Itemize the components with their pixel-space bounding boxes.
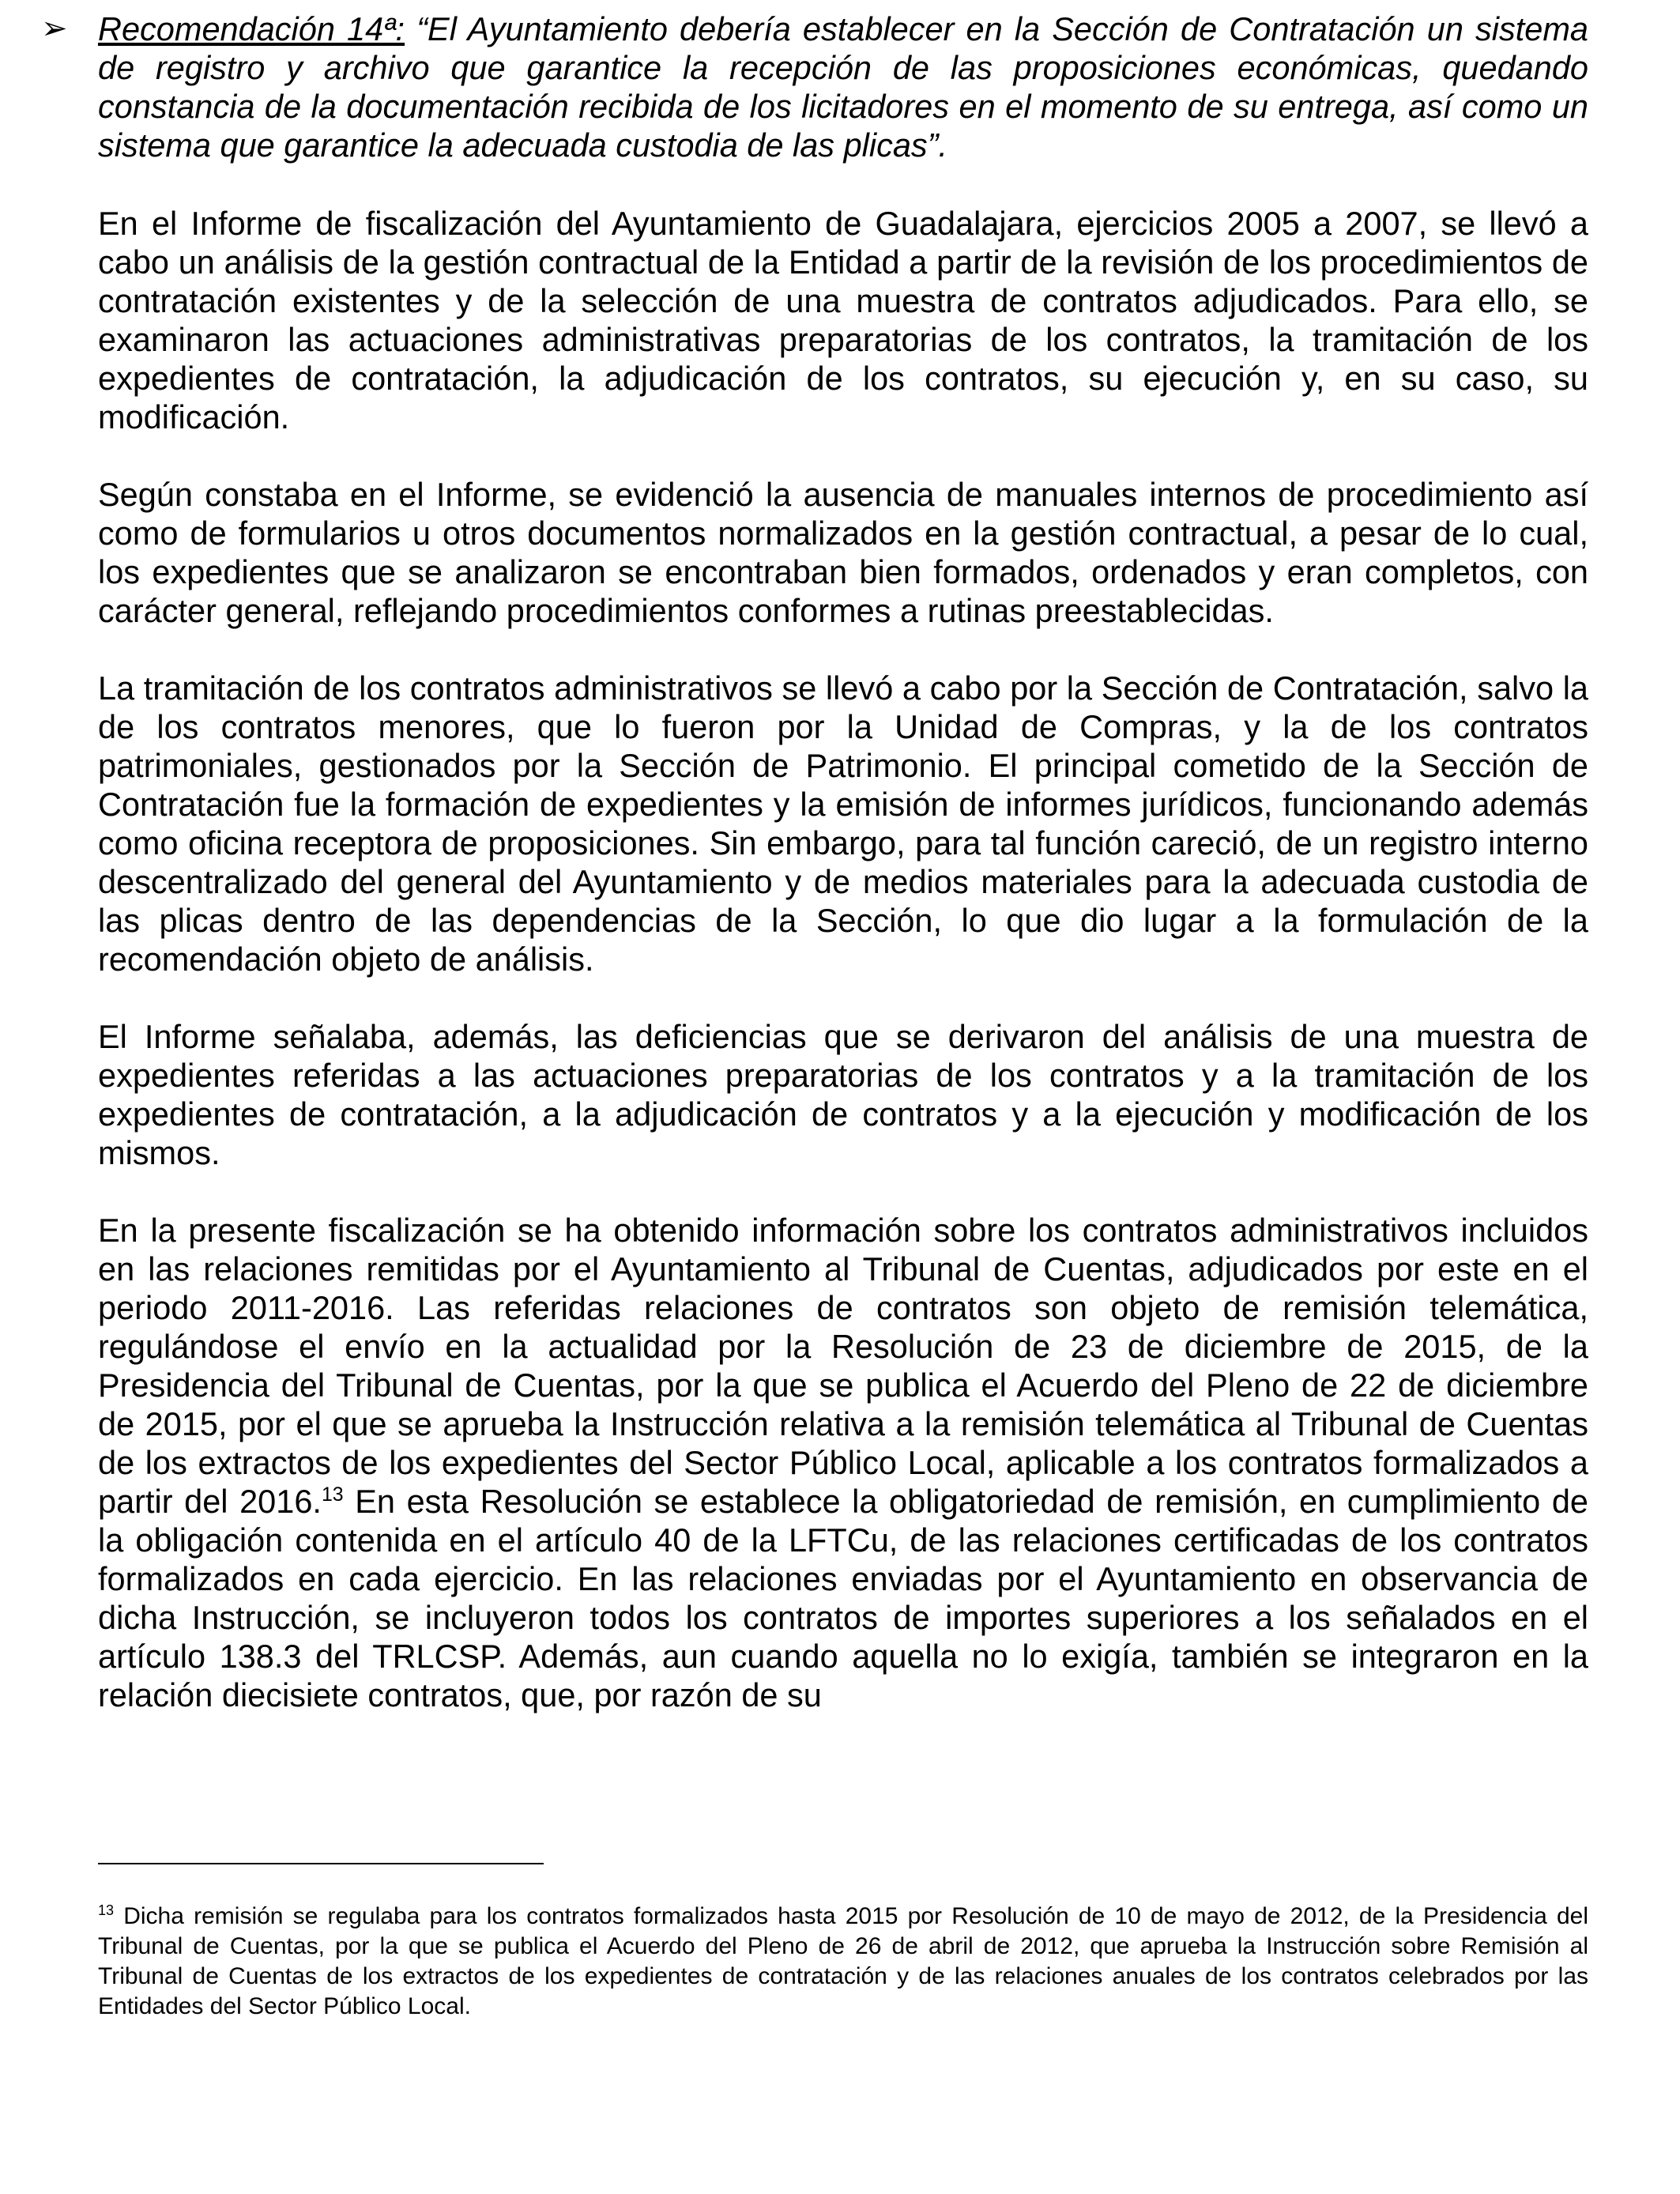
footnote	[98, 1902, 1588, 2022]
paragraph: El Informe señalaba, además, las deficiencias que se derivaron del análisis de una muestra de expedientes referidas a las actuaciones preparatorias de los contratos y a la tramitación de los expedientes de contratación, a la adjudicación de contratos y a la ejecución y modificación de los mismos.	[98, 1018, 1588, 1171]
paragraph: La tramitación de los contratos administrativos se llevó a cabo por la Sección de Contratación, salvo la de los contratos menores, que lo fueron por la Unidad de Compras, y la de los contratos patrimoniales, gestionados por la Sección de Patrimonio. El principal cometido de la Sección de Contratación fue la formación de expedientes y la emisión de informes jurídicos, funcionando además como oficina receptora de proposiciones. Sin embargo, para tal función careció, de un registro interno descentralizado del general del Ayuntamiento y de medios materiales para la adecuada custodia de las plicas dentro de las dependencias de la Sección, lo que dio lugar a la formulación de la recomendación objeto de análisis.	[98, 669, 1588, 978]
recommendation-label: Recomendación 14ª:	[98, 10, 405, 47]
footnote-text: Dicha remisión se regulaba para los contratos formalizados hasta 2015 por Resolución de 10 de mayo de 2012, de la Presidencia del Tribunal de Cuentas, por la que se publica el Acuerdo del Pleno de 26 de abril de 2012, que aprueba la Instrucción sobre Remisión al Tribunal de Cuentas de los extractos de los expedientes de contratación y de las relaciones anuales de los contratos celebrados por las Entidades del Sector Público Local.	[98, 1903, 1588, 2019]
footnote-reference[interactable]: 13	[321, 1483, 344, 1506]
recommendation-text: “El Ayuntamiento debería establecer en la Sección de Contratación un sistema de registro y archivo que garantice la recepción de las proposiciones económicas, quedando constancia de la documentación recibida de los licitadores en el momento de su entrega, así como un sistema que garantice la adecuada custodia de las plicas”.	[98, 10, 1589, 164]
paragraph-part: En esta Resolución se establece la obligatoriedad de remisión, en cumplimiento de la obligación contenida en el artículo 40 de la LFTCu, de las relaciones certificadas de los contratos formalizados en cada ejercicio. En las relaciones enviadas por el Ayuntamiento en observancia de dicha Instrucción, se incluyeron todos los contratos de importes superiores a los señalados en el artículo 138.3 del TRLCSP. Además, aun cuando aquella no lo exigía, también se integraron en la relación diecisiete contratos, que, por razón de su	[98, 1483, 1588, 1713]
paragraph-part: En la presente fiscalización se ha obtenido información sobre los contratos administrativos incluidos en las relaciones remitidas por el Ayuntamiento al Tribunal de Cuentas, adjudicados por este en el periodo 2011-2016. Las referidas relaciones de contratos son objeto de remisión telemática, regulándose el envío en la actualidad por la Resolución de 23 de diciembre de 2015, de la Presidencia del Tribunal de Cuentas, por la que se publica el Acuerdo del Pleno de 22 de diciembre de 2015, por el que se aprueba la Instrucción relativa a la remisión telemática al Tribunal de Cuentas de los extractos de los expedientes del Sector Público Local, aplicable a los contratos formalizados a partir del 2016.	[98, 1212, 1588, 1520]
main-text	[98, 204, 1588, 1753]
paragraph: En el Informe de fiscalización del Ayuntamiento de Guadalajara, ejercicios 2005 a 2007, se llevó a cabo un análisis de la gestión contractual de la Entidad a partir de la revisión de los procedimientos de contratación existentes y de la selección de una muestra de contratos adjudicados. Para ello, se examinaron las actuaciones administrativas preparatorias de los contratos, la tramitación de los expedientes de contratación, la adjudicación de los contratos, su ejecución y, en su caso, su modificación.	[98, 205, 1588, 435]
recommendation-block	[98, 9, 1588, 164]
footnote-separator	[98, 1863, 544, 1864]
bullet-arrow-icon: ➢	[41, 11, 68, 46]
footnote-number: 13	[98, 1902, 115, 1918]
paragraph: Según constaba en el Informe, se evidenció la ausencia de manuales internos de procedimiento así como de formularios u otros documentos normalizados en la gestión contractual, a pesar de lo cual, los expedientes que se analizaron se encontraban bien formados, ordenados y eran completos, con carácter general, reflejando procedimientos conformes a rutinas preestablecidas.	[98, 476, 1588, 629]
paragraph-last	[98, 1211, 1588, 1714]
